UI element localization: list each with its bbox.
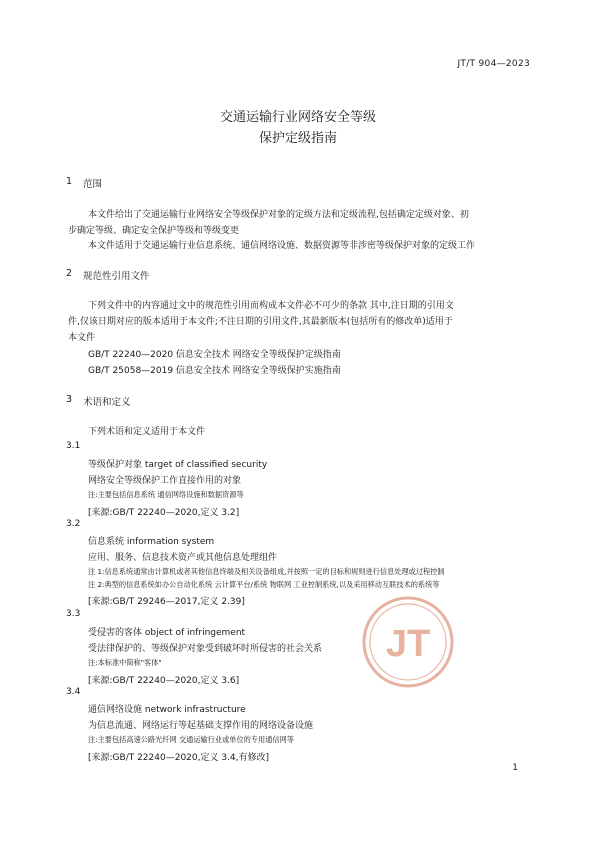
term-note-2: 注 2:典型的信息系统如办公自动化系统 云计算平台/系统 物联网 工业控制系统,以及采用移动互联技术的系统等 [88,580,440,589]
term-definition: 网络安全等级保护工作直接作用的对象 [88,476,242,486]
term-number: 3.3 [66,609,81,619]
section-3-number: 3 [66,394,73,405]
term-source: [来源:GB/T 22240—2020,定义 3.4,有修改] [88,753,270,763]
section-2-para1-line3: 本文件 [68,333,96,343]
term-definition: 应用、服务、信息技术资产或其他信息处理组件 [88,553,278,563]
standard-number: JT/T 904—2023 [457,59,530,69]
normative-reference-1: GB/T 22240—2020 信息安全技术 网络安全等级保护定级指南 [88,350,341,360]
term-name: 受侵害的客体 object of infringement [88,628,246,638]
document-title-line1: 交通运输行业网络安全等级 [219,110,376,125]
section-2-para1-line2: 件,仅该日期对应的版本适用于本文件;不注日期的引用文件,其最新版本(包括所有的修改单)适用于 [68,317,453,327]
section-3-intro: 下列术语和定义适用于本文件 [88,427,206,437]
term-definition: 受法律保护的、等级保护对象受到破坏时所侵害的社会关系 [88,644,323,654]
term-name: 等级保护对象 target of classified security [88,460,268,470]
section-2-number: 2 [66,268,73,279]
term-number: 3.2 [66,519,81,529]
section-1-para1-line1: 本文件给出了交通运输行业网络安全等级保护对象的定级方法和定级流程,包括确定定级对象、初 [88,210,469,220]
jt-watermark-logo [360,594,456,690]
section-1-para2: 本文件适用于交通运输行业信息系统、通信网络设施、数据资源等非涉密等级保护对象的定级工作 [88,241,476,251]
section-1-para1-line2: 步确定等级、确定安全保护等级和等级变更 [68,226,240,236]
term-definition: 为信息流通、网络运行等起基础支撑作用的网络设备设施 [88,721,314,731]
section-1-number: 1 [66,176,73,187]
term-source: [来源:GB/T 29246—2017,定义 2.39] [88,597,245,607]
section-2-para1-line1: 下列文件中的内容通过文中的规范性引用而构成本文件必不可少的条款 其中,注日期的引用文 [88,301,454,311]
normative-reference-2: GB/T 25058—2019 信息安全技术 网络安全等级保护实施指南 [88,366,341,376]
term-note: 注:主要包括高速公路光纤网 交通运输行业或单位的专用通信网等 [88,735,294,744]
term-note: 注:本标准中简称"客体" [88,658,162,667]
term-name: 信息系统 information system [88,537,215,547]
term-number: 3.1 [66,441,81,451]
watermark-text: JT [385,623,431,665]
term-note: 注:主要包括信息系统 通信网络设施和数据资源等 [88,490,244,499]
term-note-1: 注 1:信息系统通常由计算机或者其他信息终端及相关设备组成,并按照一定的目标和规则进行信息处理或过程控制 [88,567,445,576]
term-name: 通信网络设施 network infrastructure [88,705,246,715]
term-source: [来源:GB/T 22240—2020,定义 3.6] [88,676,240,686]
section-1-heading: 范围 [83,179,103,190]
document-title-line2: 保护定级指南 [258,131,337,146]
page-number: 1 [512,763,518,773]
section-2-heading: 规范性引用文件 [83,271,150,282]
term-number: 3.4 [66,687,81,697]
term-source: [来源:GB/T 22240—2020,定义 3.2] [88,508,240,518]
section-3-heading: 术语和定义 [83,397,131,408]
